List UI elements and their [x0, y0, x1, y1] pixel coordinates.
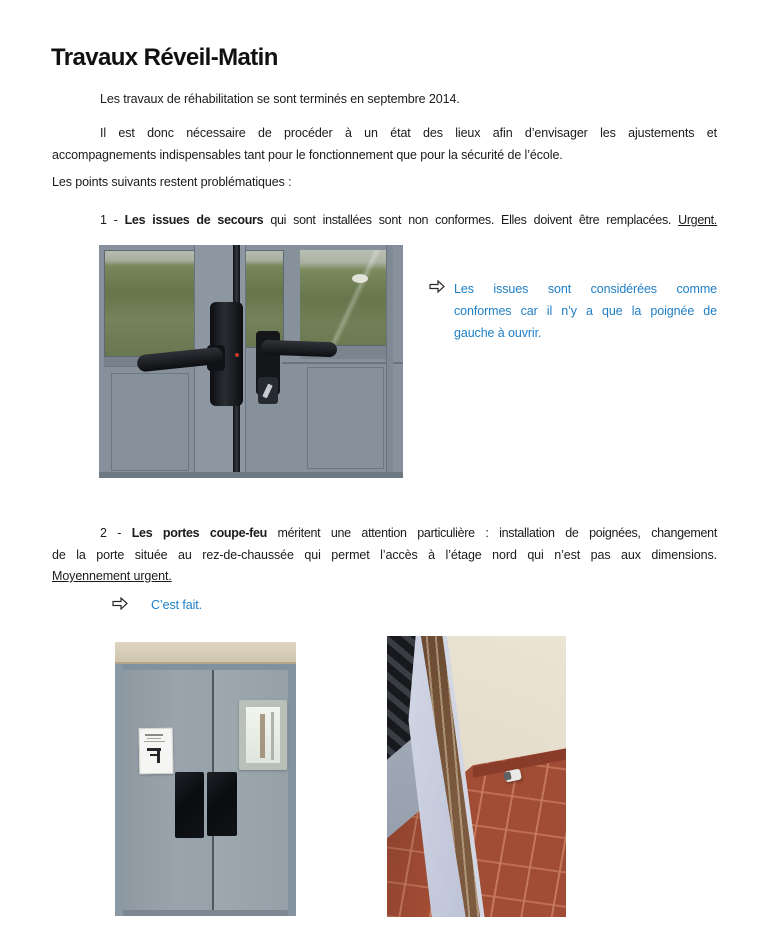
door-bottom-shadow	[123, 910, 288, 916]
paragraph-intro-1: Les travaux de réhabilitation se sont terminés en septembre 2014.	[100, 92, 460, 106]
paragraph-intro-2-line-2: accompagnements indispensables tant pour le fonctionnement que pour la sécurité de l’école.	[52, 148, 563, 162]
page-title: Travaux Réveil-Matin	[51, 44, 278, 71]
photo-bottom-shadow	[99, 472, 403, 478]
note-1-line-1: Les issues sont considérées comme	[454, 282, 717, 296]
note-1-line-3: gauche à ouvrir.	[454, 326, 542, 340]
door-panel-left	[111, 373, 189, 471]
item-2-bold: Les portes coupe-feu	[131, 526, 267, 540]
sign-text-line	[144, 741, 165, 742]
photo-issues-de-secours	[99, 245, 403, 478]
photo-portes-coupe-feu	[115, 642, 296, 916]
item-2-urgency-text: Moyennement urgent.	[52, 569, 172, 583]
item-1-bold: Les issues de secours	[124, 213, 264, 227]
door-rail-line	[282, 362, 403, 364]
item-2-line-1	[52, 526, 717, 540]
item-2-urgency	[52, 569, 717, 583]
door-stop-cap	[503, 771, 512, 780]
item-1-text: qui sont installées sont non conformes. Elles doivent être remplacées.	[263, 213, 679, 227]
door-frame-left	[115, 664, 123, 916]
indicator-dot	[235, 353, 239, 357]
item-1-number: 1 -	[100, 213, 125, 227]
door-handle-right	[261, 340, 337, 358]
item-2-line-2: de la porte située au rez-de-chaussée qui permet l’accès à l’étage nord qui n’est pas aux dimensions.	[52, 548, 717, 562]
door-frame-right	[288, 664, 296, 916]
note-2-text: C’est fait.	[151, 598, 202, 612]
push-plate-right	[207, 772, 237, 836]
glass-pane-left	[104, 250, 195, 358]
sign-text-line	[145, 734, 163, 736]
photo-porte-rez-de-chaussee	[387, 636, 566, 917]
pebble	[352, 274, 368, 283]
arrow-right-icon	[112, 597, 128, 615]
door-panel-right	[307, 367, 384, 469]
item-1	[52, 213, 717, 227]
item-1-urgency: Urgent.	[678, 213, 717, 227]
door-frame-right	[386, 245, 393, 478]
vision-panel-reflection	[271, 712, 274, 760]
push-plate-left	[175, 772, 204, 838]
arrow-right-icon	[429, 280, 445, 298]
item-2-number: 2 -	[100, 526, 132, 540]
note-1-line-2: conformes car il n’y a que la poignée de	[454, 304, 717, 318]
glass-pane-right	[300, 250, 386, 350]
vision-panel-reflection	[260, 714, 265, 758]
wall-above-door	[115, 642, 296, 664]
sign-symbol	[150, 754, 160, 756]
paragraph-intro-2-line-1: Il est donc nécessaire de procéder à un état des lieux afin d’envisager les ajustements et	[100, 126, 717, 140]
sign-text-line	[147, 738, 161, 739]
item-2-text: méritent une attention particulière : installation de poignées, changement	[266, 526, 717, 540]
points-heading: Les points suivants restent problématiques :	[52, 175, 292, 189]
